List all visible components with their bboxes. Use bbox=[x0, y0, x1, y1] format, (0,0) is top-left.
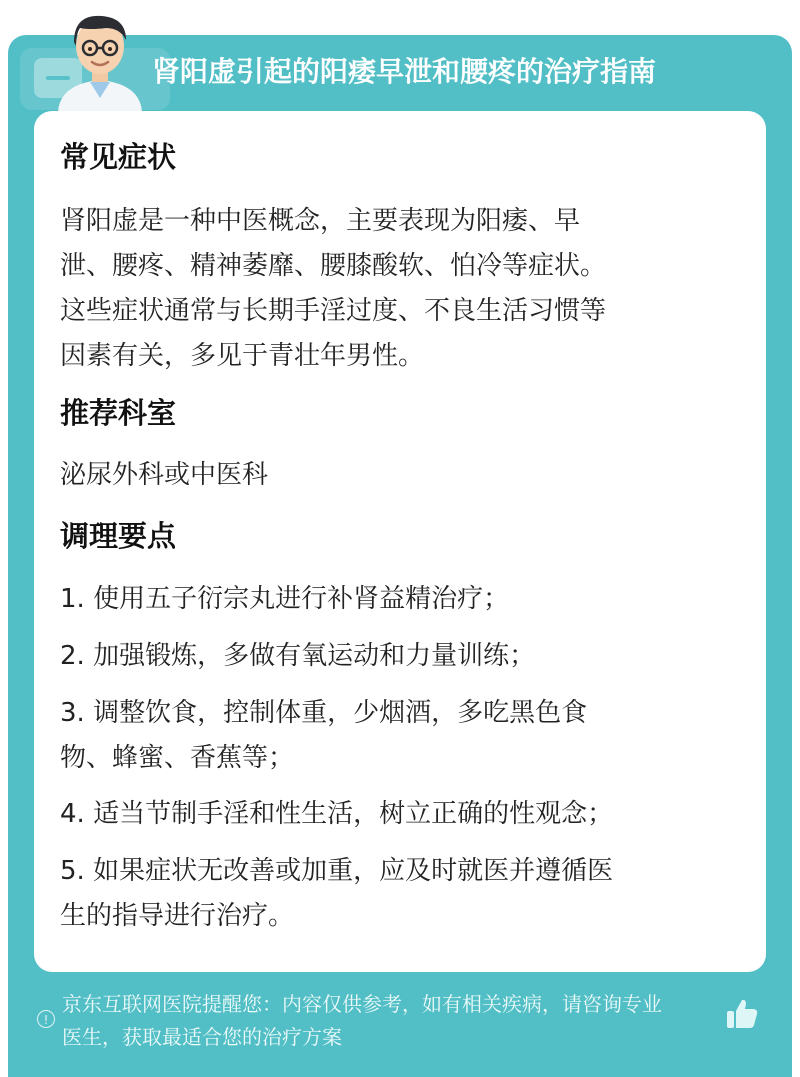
tip-item-1 bbox=[60, 577, 740, 622]
tip-line: 4. 适当节制手淫和性生活，树立正确的性观念； bbox=[60, 799, 614, 829]
symptoms-line: 因素有关，多见于青壮年男性。 bbox=[60, 341, 425, 371]
info-icon: ! bbox=[37, 1010, 55, 1028]
footer-disclaimer bbox=[62, 988, 728, 1054]
content-card bbox=[34, 111, 766, 972]
doctor-avatar bbox=[40, 2, 160, 112]
symptoms-line: 肾阳虚是一种中医概念，主要表现为阳痿、早 bbox=[60, 206, 581, 236]
thumbs-up-icon[interactable] bbox=[724, 996, 760, 1032]
department-text: 泌尿外科或中医科 bbox=[60, 460, 269, 490]
tip-item-5 bbox=[60, 849, 740, 939]
tip-line: 5. 如果症状无改善或加重，应及时就医并遵循医 bbox=[60, 856, 614, 886]
footer-line: 医生，获取最适合您的治疗方案 bbox=[62, 1025, 342, 1049]
tip-line: 2. 加强锻炼，多做有氧运动和力量训练； bbox=[60, 641, 536, 671]
department-heading: 推荐科室 bbox=[60, 396, 177, 430]
symptoms-text bbox=[60, 199, 740, 379]
tip-item-4 bbox=[60, 792, 740, 837]
tip-line: 3. 调整饮食，控制体重，少烟酒，多吃黑色食 bbox=[60, 698, 588, 728]
tip-line: 1. 使用五子衍宗丸进行补肾益精治疗； bbox=[60, 584, 510, 614]
tip-line: 物、蜂蜜、香蕉等； bbox=[60, 743, 295, 773]
tip-item-3 bbox=[60, 691, 740, 781]
symptoms-line: 泄、腰疼、精神萎靡、腰膝酸软、怕冷等症状。 bbox=[60, 251, 607, 281]
symptoms-line: 这些症状通常与长期手淫过度、不良生活习惯等 bbox=[60, 296, 607, 326]
footer-line: 京东互联网医院提醒您：内容仅供参考，如有相关疾病，请咨询专业 bbox=[62, 992, 662, 1016]
symptoms-heading: 常见症状 bbox=[60, 140, 177, 174]
tip-item-2 bbox=[60, 634, 740, 679]
page-title: 肾阳虚引起的阳痿早泄和腰疼的治疗指南 bbox=[152, 55, 657, 88]
tips-heading: 调理要点 bbox=[60, 519, 177, 553]
tip-line: 生的指导进行治疗。 bbox=[60, 901, 295, 931]
